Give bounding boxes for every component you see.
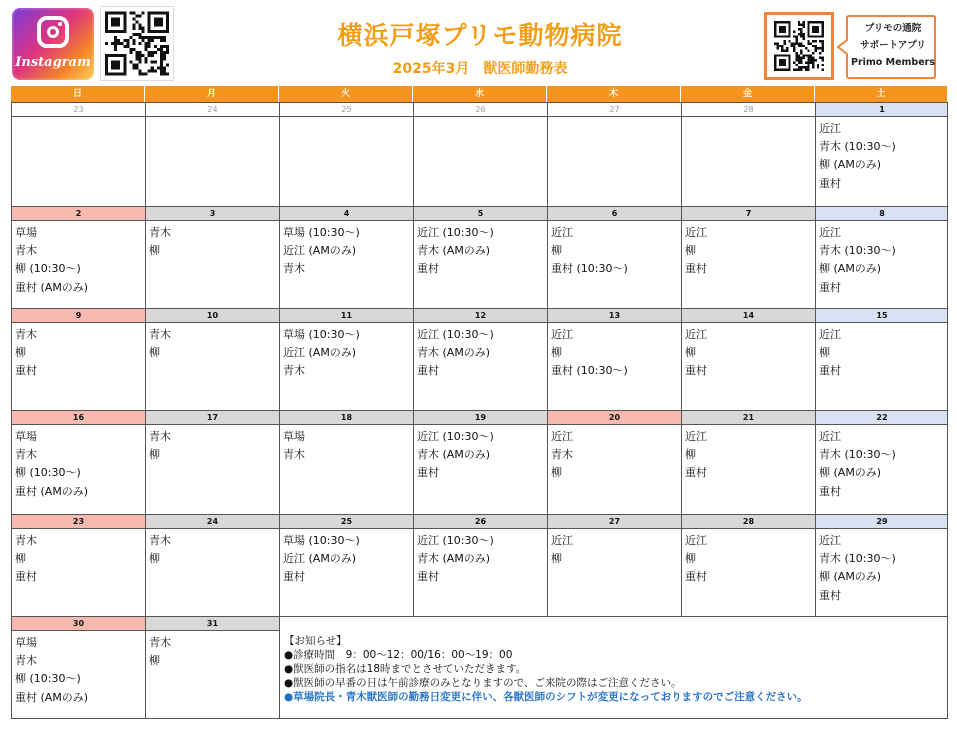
day-number: 27 <box>548 515 681 529</box>
staff-list <box>12 221 145 297</box>
weekday-label: 日 <box>11 86 145 102</box>
page-title: 横浜戸塚プリモ動物病院 <box>337 21 623 50</box>
staff-entry: 近江 (10:30～) <box>417 534 494 547</box>
staff-list <box>548 221 681 279</box>
staff-entry: 青木 <box>15 654 37 668</box>
day-number: 3 <box>146 207 279 221</box>
staff-list <box>12 631 145 707</box>
staff-entry: 青木 (10:30～) <box>819 244 896 258</box>
day-number: 11 <box>280 309 413 323</box>
staff-entry: 青木 <box>283 262 305 276</box>
staff-entry: 重村 <box>685 364 707 378</box>
staff-entry: 近江 (10:30～) <box>417 430 494 443</box>
staff-entry: 近江 <box>551 534 573 547</box>
staff-list <box>682 425 815 483</box>
day-number: 25 <box>280 515 413 529</box>
staff-entry: 青木 <box>149 534 171 547</box>
day-cell <box>413 514 547 616</box>
notice-highlight-line: ●草場院長・青木獣医師の勤務日変更に伴い、各獣医師のシフトが変更になっておりますのでご注意ください。 <box>284 691 808 703</box>
day-cell <box>11 308 145 410</box>
day-number: 19 <box>414 411 547 425</box>
day-number: 17 <box>146 411 279 425</box>
staff-entry: 近江 <box>551 430 573 443</box>
staff-entry: 重村 <box>417 570 439 584</box>
notice-box <box>279 616 948 719</box>
day-number: 21 <box>682 411 815 425</box>
day-number: 14 <box>682 309 815 323</box>
day-number: 13 <box>548 309 681 323</box>
weekday-label: 木 <box>547 86 681 102</box>
staff-entry: 青木 <box>283 364 305 378</box>
day-number: 4 <box>280 207 413 221</box>
staff-list <box>12 323 145 381</box>
staff-entry: 柳 <box>149 552 160 566</box>
staff-entry: 近江 (AMのみ) <box>283 552 357 566</box>
day-number: 12 <box>414 309 547 323</box>
staff-entry: 青木 <box>149 226 171 239</box>
day-cell <box>279 410 413 514</box>
day-cell <box>681 514 815 616</box>
staff-entry: 重村 <box>819 588 841 602</box>
day-cell <box>145 616 279 719</box>
day-cell <box>815 308 948 410</box>
weekday-label: 月 <box>145 86 279 102</box>
staff-entry: 重村 <box>819 364 841 378</box>
staff-entry: 青木 <box>15 244 37 258</box>
staff-entry: 重村 <box>819 484 841 498</box>
day-cell <box>279 308 413 410</box>
staff-entry: 重村 <box>417 466 439 480</box>
day-cell <box>413 206 547 308</box>
staff-entry: 重村 <box>685 570 707 584</box>
day-cell <box>279 514 413 616</box>
staff-entry: 青木 <box>15 328 37 341</box>
day-number: 7 <box>682 207 815 221</box>
staff-list <box>146 221 279 260</box>
staff-list <box>414 323 547 381</box>
staff-entry: 近江 <box>685 328 707 341</box>
day-cell <box>11 410 145 514</box>
staff-entry: 近江 <box>685 534 707 547</box>
staff-entry: 重村 (AMのみ) <box>15 690 89 704</box>
staff-entry: 柳 <box>551 346 562 360</box>
staff-list <box>414 221 547 279</box>
staff-entry: 青木 (10:30～) <box>819 140 896 154</box>
day-cell <box>145 308 279 410</box>
staff-list <box>816 221 948 297</box>
day-cell <box>11 616 145 719</box>
day-number: 6 <box>548 207 681 221</box>
staff-entry: 柳 <box>551 552 562 566</box>
staff-list <box>280 221 413 279</box>
staff-list <box>280 425 413 464</box>
staff-entry: 近江 (10:30～) <box>417 226 494 239</box>
day-number: 2 <box>12 207 145 221</box>
day-cell <box>11 206 145 308</box>
day-number: 28 <box>682 103 815 117</box>
staff-entry: 近江 <box>819 430 841 443</box>
staff-list <box>816 425 948 501</box>
staff-entry: 柳 <box>15 346 26 360</box>
weekday-label: 火 <box>279 86 413 102</box>
staff-entry: 柳 <box>685 244 696 258</box>
day-cell <box>681 410 815 514</box>
day-cell <box>145 410 279 514</box>
day-cell <box>681 102 815 206</box>
day-cell <box>815 410 948 514</box>
staff-entry: 青木 (10:30～) <box>819 552 896 566</box>
day-cell <box>145 206 279 308</box>
staff-list <box>548 323 681 381</box>
staff-entry: 近江 <box>819 122 841 135</box>
day-number: 15 <box>816 309 948 323</box>
day-number: 9 <box>12 309 145 323</box>
day-number: 31 <box>146 617 279 631</box>
staff-list <box>816 323 948 381</box>
staff-entry: 重村 (10:30～) <box>551 262 628 276</box>
staff-entry: 重村 <box>417 364 439 378</box>
staff-list <box>682 323 815 381</box>
app-callout-line: Primo Members <box>851 57 936 68</box>
staff-entry: 重村 <box>685 466 707 480</box>
staff-list <box>548 117 681 120</box>
day-number: 16 <box>12 411 145 425</box>
staff-list <box>548 425 681 483</box>
day-number: 5 <box>414 207 547 221</box>
instagram-camera-icon <box>37 16 69 48</box>
instagram-logo-icon[interactable] <box>12 8 94 80</box>
staff-entry: 重村 (AMのみ) <box>15 484 89 498</box>
staff-entry: 青木 (AMのみ) <box>417 244 491 258</box>
day-cell <box>681 308 815 410</box>
staff-entry: 青木 <box>149 328 171 341</box>
day-cell <box>815 514 948 616</box>
weekday-label: 金 <box>681 86 815 102</box>
day-number: 23 <box>12 103 145 117</box>
staff-entry: 柳 (10:30～) <box>15 672 81 686</box>
notice-line: 【お知らせ】 <box>284 635 347 647</box>
day-number: 10 <box>146 309 279 323</box>
duty-calendar <box>11 86 948 719</box>
day-number: 29 <box>816 515 948 529</box>
day-cell <box>279 206 413 308</box>
day-cell <box>11 102 145 206</box>
staff-entry: 重村 <box>15 570 37 584</box>
staff-list <box>12 529 145 587</box>
day-cell <box>547 308 681 410</box>
staff-entry: 草場 <box>15 636 37 649</box>
day-number: 18 <box>280 411 413 425</box>
staff-list <box>146 425 279 464</box>
staff-entry: 重村 <box>15 364 37 378</box>
day-number: 26 <box>414 515 547 529</box>
day-number: 20 <box>548 411 681 425</box>
day-number: 28 <box>682 515 815 529</box>
app-callout-line: サポートアプリ <box>860 40 926 51</box>
staff-list <box>414 425 547 483</box>
day-number: 25 <box>280 103 413 117</box>
staff-list <box>146 117 279 120</box>
day-number: 22 <box>816 411 948 425</box>
day-cell <box>11 514 145 616</box>
staff-entry: 近江 <box>551 226 573 239</box>
staff-entry: 重村 <box>685 262 707 276</box>
staff-entry: 重村 (AMのみ) <box>15 280 89 294</box>
staff-entry: 柳 <box>551 466 562 480</box>
staff-entry: 柳 <box>149 244 160 258</box>
staff-entry: 柳 <box>685 346 696 360</box>
notice-line: ●獣医師の指名は18時までとさせていただきます。 <box>284 663 527 675</box>
staff-entry: 青木 (AMのみ) <box>417 448 491 462</box>
day-cell <box>279 102 413 206</box>
day-number: 30 <box>12 617 145 631</box>
staff-entry: 柳 (10:30～) <box>15 262 81 276</box>
day-cell <box>413 410 547 514</box>
staff-entry: 柳 <box>685 448 696 462</box>
staff-entry: 柳 (AMのみ) <box>819 262 882 276</box>
staff-list <box>280 323 413 381</box>
day-number: 26 <box>414 103 547 117</box>
day-cell <box>815 102 948 206</box>
app-callout-line: プリモの通院 <box>864 23 922 34</box>
day-cell <box>145 514 279 616</box>
day-number: 23 <box>12 515 145 529</box>
staff-entry: 柳 <box>685 552 696 566</box>
staff-entry: 柳 (AMのみ) <box>819 466 882 480</box>
staff-list <box>280 117 413 120</box>
staff-list <box>146 631 279 670</box>
staff-list <box>146 323 279 362</box>
staff-list <box>12 425 145 501</box>
staff-entry: 近江 (10:30～) <box>417 328 494 341</box>
app-qr-code-icon <box>764 12 834 80</box>
weekday-label: 水 <box>413 86 547 102</box>
staff-entry: 重村 <box>417 262 439 276</box>
staff-entry: 近江 <box>551 328 573 341</box>
weekday-label: 土 <box>815 86 948 102</box>
day-cell <box>547 102 681 206</box>
staff-entry: 柳 (10:30～) <box>15 466 81 480</box>
instagram-wordmark: Instagram <box>15 55 91 70</box>
day-cell <box>681 206 815 308</box>
staff-entry: 柳 <box>15 552 26 566</box>
day-number: 24 <box>146 515 279 529</box>
day-cell <box>815 206 948 308</box>
staff-entry: 柳 <box>149 346 160 360</box>
staff-entry: 青木 <box>15 448 37 462</box>
staff-entry: 重村 <box>283 570 305 584</box>
notice-line: ●獣医師の早番の日は午前診療のみとなりますので、ご来院の際はご注意ください。 <box>284 677 682 689</box>
day-cell <box>413 102 547 206</box>
day-number: 27 <box>548 103 681 117</box>
staff-list <box>146 529 279 568</box>
staff-list <box>280 529 413 587</box>
staff-entry: 青木 <box>15 534 37 547</box>
staff-entry: 青木 <box>149 636 171 649</box>
staff-list <box>816 529 948 605</box>
staff-entry: 近江 <box>819 226 841 239</box>
staff-entry: 近江 <box>685 226 707 239</box>
staff-list <box>12 117 145 120</box>
staff-entry: 草場 <box>283 430 305 443</box>
staff-entry: 青木 (10:30～) <box>819 448 896 462</box>
day-cell <box>547 410 681 514</box>
page-subtitle: 2025年3月 獣医師勤務表 <box>392 61 568 77</box>
staff-entry: 重村 <box>819 176 841 190</box>
day-cell <box>547 206 681 308</box>
staff-entry: 近江 (AMのみ) <box>283 244 357 258</box>
instagram-qr-code-icon <box>100 6 174 81</box>
day-number: 8 <box>816 207 948 221</box>
staff-entry: 重村 (10:30～) <box>551 364 628 378</box>
staff-entry: 柳 <box>551 244 562 258</box>
notice-line: ●診療時間 9：00～12：00/16：00～19：00 <box>284 649 513 661</box>
staff-entry: 草場 <box>15 226 37 239</box>
day-cell <box>145 102 279 206</box>
staff-entry: 近江 <box>685 430 707 443</box>
app-callout <box>837 14 937 80</box>
staff-entry: 青木 <box>283 448 305 462</box>
day-number: 24 <box>146 103 279 117</box>
day-cell <box>413 308 547 410</box>
staff-entry: 青木 <box>149 430 171 443</box>
staff-entry: 柳 <box>819 346 830 360</box>
staff-entry: 草場 (10:30～) <box>283 226 360 239</box>
day-cell <box>547 514 681 616</box>
staff-entry: 草場 (10:30～) <box>283 534 360 547</box>
staff-entry: 草場 <box>15 430 37 443</box>
staff-entry: 青木 <box>551 448 573 462</box>
staff-entry: 柳 (AMのみ) <box>819 158 882 172</box>
staff-list <box>816 117 948 193</box>
staff-entry: 青木 (AMのみ) <box>417 346 491 360</box>
staff-entry: 青木 (AMのみ) <box>417 552 491 566</box>
staff-list <box>548 529 681 568</box>
staff-entry: 柳 <box>149 448 160 462</box>
staff-entry: 柳 <box>149 654 160 668</box>
staff-list <box>414 529 547 587</box>
staff-entry: 近江 (AMのみ) <box>283 346 357 360</box>
staff-list <box>682 221 815 279</box>
staff-list <box>682 117 815 120</box>
staff-entry: 重村 <box>819 280 841 294</box>
staff-entry: 草場 (10:30～) <box>283 328 360 341</box>
staff-list <box>414 117 547 120</box>
staff-entry: 近江 <box>819 534 841 547</box>
staff-entry: 柳 (AMのみ) <box>819 570 882 584</box>
day-number: 1 <box>816 103 948 117</box>
staff-entry: 近江 <box>819 328 841 341</box>
staff-list <box>682 529 815 587</box>
